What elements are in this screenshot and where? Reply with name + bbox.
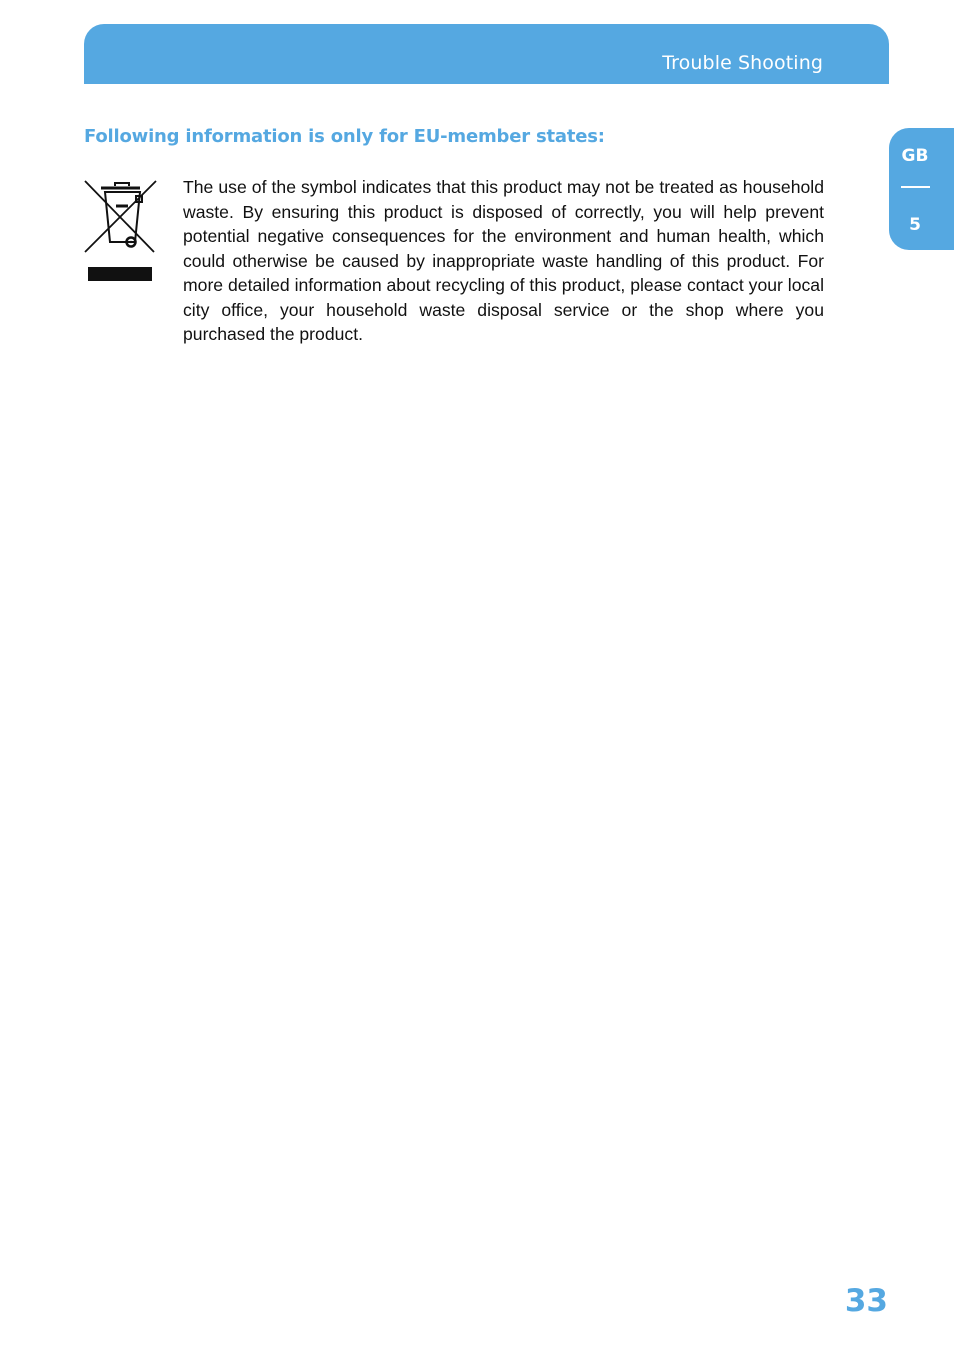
crossed-out-wheelie-bin-icon [82,178,160,284]
chapter-number: 5 [909,215,921,235]
section-heading: Following information is only for EU-member states: [84,126,605,147]
header-section-title: Trouble Shooting [662,52,823,74]
side-tab [889,128,954,250]
page-number: 33 [844,1283,888,1319]
language-label: GB [901,146,929,166]
disposal-paragraph: The use of the symbol indicates that this product may not be treated as household waste. By ensuring this product is disposed of correctly, you will help prevent potential negative consequences for the environment and human health, which could otherwise be caused by inappropriate waste handling of this product. For more detailed information about recycling of this product, please contact your local city office, your household waste disposal service or the shop where you purchased the product. [183,177,824,344]
header-bar [84,24,889,84]
tab-divider [901,186,930,188]
